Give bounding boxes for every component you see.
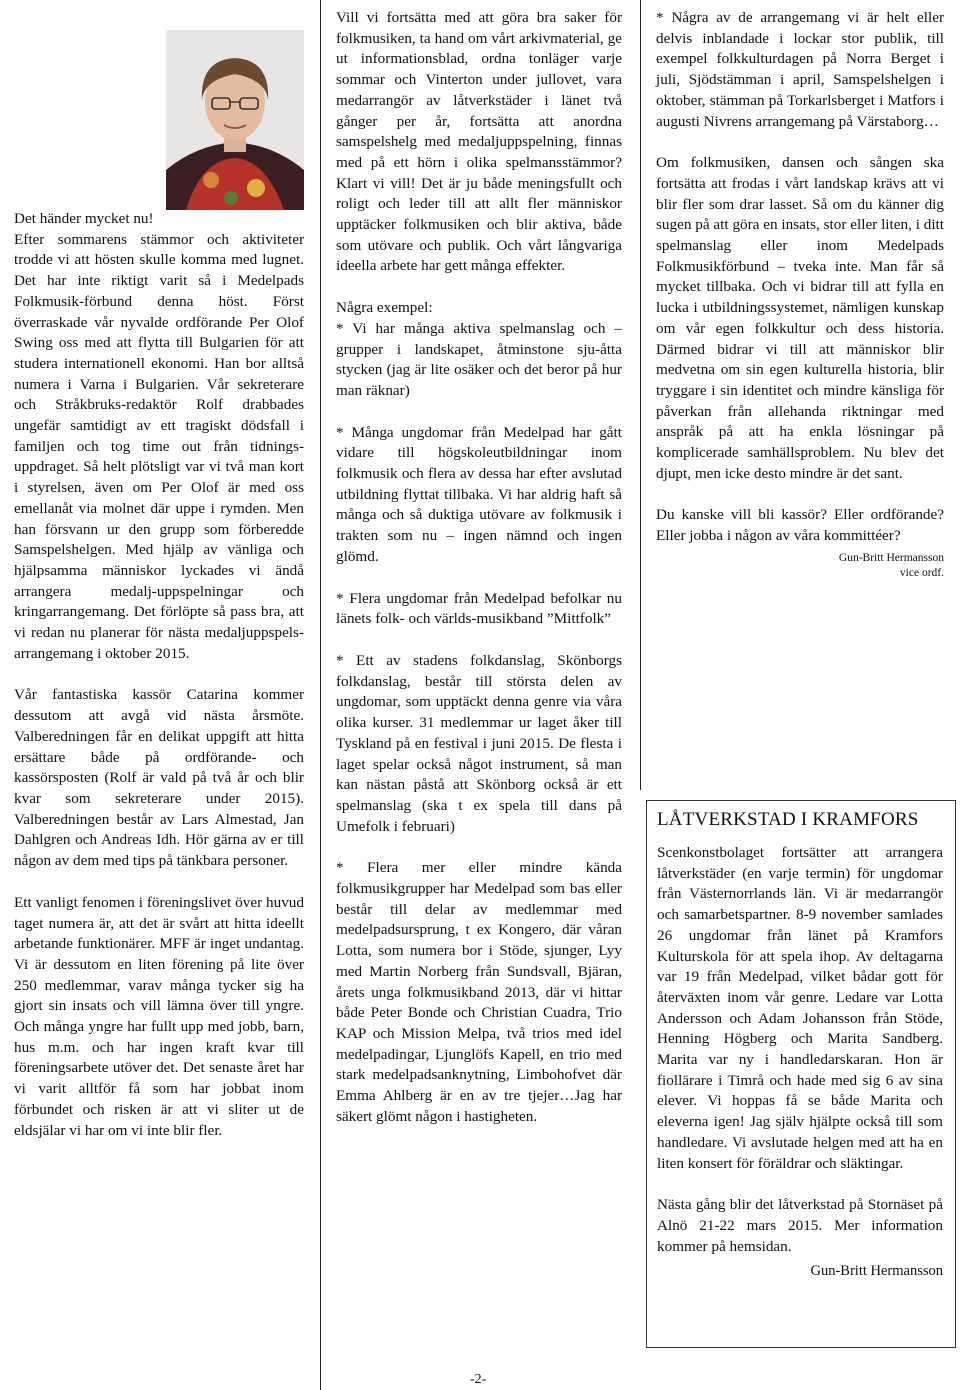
col1-paragraph-1: Efter sommarens stämmor och aktiviteter trodde vi att hösten skulle komma med lugnet. Det har inte riktigt varit så i Medelpads Folkmusik-förbund denna höst. Först överraskade vår nyvalde ordförande Per Olof Swing oss med att flytta till Bulgarien för att studera internationell ekonomi. Han bor alltså numera i Varna i Bulgarien. Vår sekreterare och Stråkbruks-redaktör Rolf drabbades ungefär samtidigt av ett tragiskt dödsfall i familjen och tog time out från tidnings-uppdraget. Så helt plötsligt var vi två man kort i styrelsen, även om Per Olof är med oss emellanåt via molnet där uppe i rymden. Men han försvann ur den grupp som förberedde Samspelshelgen. Med hjälp av vänliga och hjälpsamma människor lyckades vi ändå arrangera medalj-uppspelningar och kringarrangemang. Det förlöpte så pass bra, att vi redan nu planerar för nästa medaljuppspels-arrangemang i oktober 2015. — [14, 230, 304, 662]
col1-paragraph-2: Vår fantastiska kassör Catarina kommer dessutom att avgå vid nästa årsmöte. Valberedningen får en delikat uppgift att hitta ersättare både på ordförande- och kassörsposten (Rolf är vald på två år och blir kvar som sekreterare under 2015). Valberedningen består av Lars Almestad, Jan Dahlgren och Andreas Idh. Hör gärna av er till någon av dem med tips på tänkbara personer. — [14, 686, 304, 870]
column-divider-right — [640, 0, 641, 790]
column-divider-left — [320, 0, 321, 1390]
author-portrait-photo — [166, 30, 304, 210]
example-5: * Flera mer eller mindre kända folkmusikgrupper har Medelpad som bas eller består till delar av medlemmar med medelpadsursprung, t ex Kongero, där våran Lotta, som numera bor i Stöde, sjunger, Lyy med Martin Norberg från Sundsvall, Bjäran, årets unga folkmusikband 2013, där vi hittar både Peter Bonde och Christian Cuadra, Trio KAP och Mission Melpa, två trios med idel medelpadingar, Ljunglöfs Kapell, en trio med stark medelpadsanknytning, Limbohofvet där Emma Ahlberg är en av tre tjejer…Jag har säkert glömt någon i hastigheten. — [336, 859, 622, 1125]
col3-paragraph-2: Om folkmusiken, dansen och sången ska fortsätta att frodas i vårt landskap krävs att vi blir fler som drar lasset. Så om du känner dig sugen på att göra en insats, stor eller liten, i ditt spelmanslag eller inom Medelpads Folkmusikförbund – tveka inte. Man får så mycket tillbaka. Och vi bidrar till att fylla en lucka i utbildningssystemet, nämligen kunskap om vår egen folkkultur och dess historia. Därmed bidrar vi till att människor blir medvetna om sin egen kulturella historia, blir tryggare i sin identitet och mindre känsliga för påverkan från allehanda riktningar med anspråk på att ha enkla lösningar på komplicerade samhällsproblem. Nu blev det djupt, men icke desto mindre är det sant. — [656, 154, 944, 482]
example-3: * Flera ungdomar från Medelpad befolkar nu länets folk- och världs-musikband ”Mittfolk” — [336, 589, 622, 628]
examples-label: Några exempel: — [336, 299, 433, 317]
page-number: -2- — [470, 1372, 487, 1387]
box-paragraph-2: Nästa gång blir det låtverkstad på Stornäset på Alnö 21-22 mars 2015. Mer information kommer på hemsidan. — [657, 1196, 943, 1255]
column-right — [656, 8, 944, 581]
col2-paragraph-1: Vill vi fortsätta med att göra bra saker för folkmusiken, ta hand om vårt arkivmaterial, ge ut informationsblad, ordna tonläger varje sommar och Vinterton under jullovet, vara medarrangör av låtverkstäder i länet två gånger per år, fortsätta att anordna samspelshelg med medaljuppspelning, finnas med på ett hörn i olika spelmansstämmor? Klart vi vill! Det är ju både meningsfullt och roligt och leder till att allt fler människor upptäcker folkmusiken och blir aktiva, både som utövare och publik. Och vårt långvariga ideella arbete har gett många effekter. — [336, 9, 622, 275]
example-1: * Vi har många aktiva spelmanslag och – grupper i landskapet, åtminstone sju-åtta stycken (jag är lite osäker och det beror på hur man räknar) — [336, 319, 622, 399]
col3-paragraph-3: Du kanske vill bli kassör? Eller ordförande? Eller jobba i någon av våra kommittéer? — [656, 506, 944, 545]
col3-paragraph-1: * Några av de arrangemang vi är helt eller delvis inblandade i lockar stor publik, till exempel folkkulturdagen på Norra Berget i juli, Sjödstämman i april, Samspelshelgen i oktober, stämman på Torkarlsberget i Matfors i augusti Nivrens arrangemang på Värstaborg… — [656, 9, 944, 130]
column-middle — [336, 8, 622, 1148]
box-signature: Gun-Britt Hermansson — [810, 1263, 943, 1280]
signature-role: vice ordf. — [899, 566, 944, 579]
box-paragraph-1: Scenkonstbolaget fortsätter att arrangera låtverkstäder (en varje termin) för ungdomar från Västernorrlands län. Vi är medarrangör och samarbetspartner. 8-9 november samlades 26 ungdomar från länet på Kramfors Kulturskola för att spela ihop. Av deltagarna var 19 från Medelpad, vilket bådar gott för återväxten inom vår genre. Ledare var Lotta Andersson och Adam Johansson från Stöde, Henning Högberg och Marita Sandberg. Marita var ny i handledarskaran. Hon är fiollärare i Timrå och hade med sig 6 av sina elever. Vi hoppas få se både Marita och eleverna igen! Jag själv hjälpte också till som handledare. Vi avslutade helgen med att ha en liten konsert för föräldrar och släktingar. — [657, 844, 943, 1172]
signature-name: Gun-Britt Hermansson — [838, 551, 944, 564]
column-left — [14, 209, 304, 1162]
example-4: * Ett av stadens folkdanslag, Skönborgs folkdanslag, består till största delen av ungdomar, som upptäckt denna genre via våra olika kurser. 31 medlemmar ur laget åker till Tyskland på en festival i juni 2015. De flesta i laget spelar också något instrument, så man kan nästan påstå att Skönborg också är ett spelmanslag (ska t ex spela till dans på Umefolk i februari) — [336, 651, 622, 835]
col1-paragraph-3: Ett vanligt fenomen i föreningslivet över huvud taget numera är, att det är svårt att hitta ideellt arbetande funktionärer. MFF är inget undantag. Vi är dessutom en liten förening på lite över 250 medlemmar, varav många tycker sig ha gjort sin insats och vill lämna över till yngre. Och många yngre har fullt upp med jobb, barn, hus m.m. och har ingen kraft kvar till föreningsarbete utöver det. Det senaste året har vi varit alltför få som har jobbat inom förbundet och risken är att vi sliter ut de eldsjälar vi har om vi inte blir fler. — [14, 893, 304, 1139]
article-box-latverkstad — [646, 800, 956, 1348]
box-heading: LÅTVERKSTAD I KRAMFORS — [657, 809, 919, 830]
intro-heading: Det händer mycket nu! — [14, 210, 154, 227]
example-2: * Många ungdomar från Medelpad har gått vidare till högskoleutbildningar inom folkmusik och flera av dessa har efter avslutad utbildning flyttat tillbaka. Vi har aldrig haft så många och så duktiga utövare av folkmusik i trakten som nu – ingen nämnd och ingen glömd. — [336, 423, 622, 565]
